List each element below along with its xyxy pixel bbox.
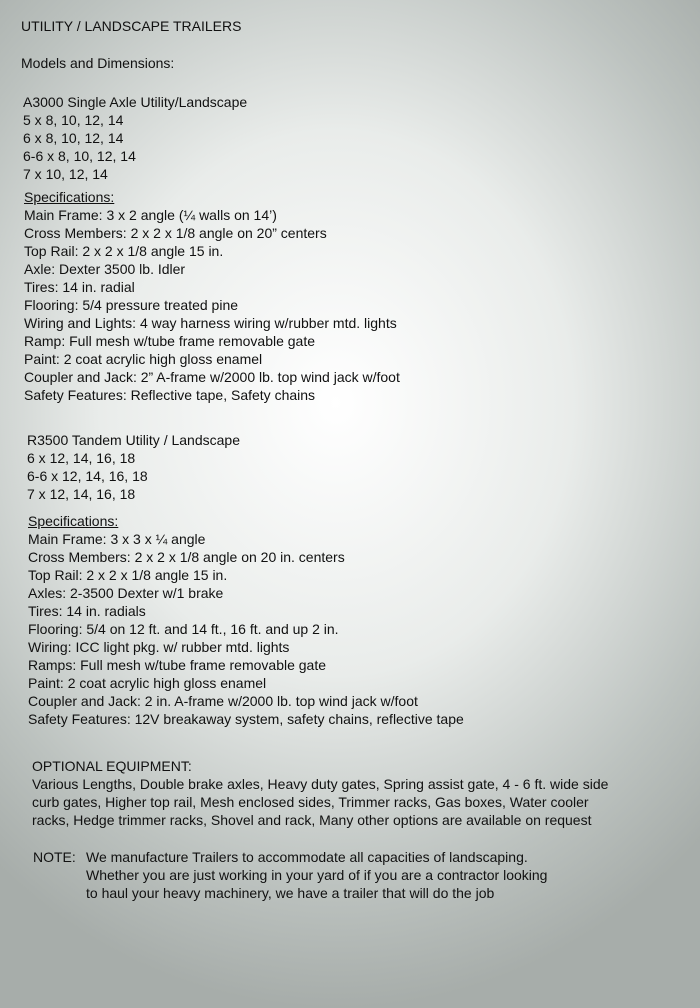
page-title: UTILITY / LANDSCAPE TRAILERS bbox=[21, 18, 242, 34]
spec-line: Main Frame: 3 x 2 angle (¼ walls on 14’) bbox=[24, 207, 277, 223]
size-line: 7 x 12, 14, 16, 18 bbox=[27, 486, 136, 502]
optional-line: Various Lengths, Double brake axles, Heavy duty gates, Spring assist gate, 4 - 6 ft. wide side bbox=[32, 776, 609, 792]
spec-line: Top Rail: 2 x 2 x 1/8 angle 15 in. bbox=[28, 567, 228, 583]
model-name: R3500 Tandem Utility / Landscape bbox=[27, 432, 240, 448]
spec-line: Ramps: Full mesh w/tube frame removable gate bbox=[28, 657, 327, 673]
model-a3000-specs bbox=[24, 188, 400, 404]
size-line: 6-6 x 12, 14, 16, 18 bbox=[27, 468, 148, 484]
size-line: 7 x 10, 12, 14 bbox=[23, 166, 108, 182]
size-line: 6 x 8, 10, 12, 14 bbox=[23, 130, 124, 146]
spec-line: Top Rail: 2 x 2 x 1/8 angle 15 in. bbox=[24, 243, 224, 259]
spec-line: Cross Members: 2 x 2 x 1/8 angle on 20” centers bbox=[24, 225, 327, 241]
specifications-heading: Specifications: bbox=[24, 189, 115, 205]
spec-line: Paint: 2 coat acrylic high gloss enamel bbox=[28, 675, 267, 691]
spec-line: Tires: 14 in. radials bbox=[28, 603, 146, 619]
specifications-heading: Specifications: bbox=[28, 513, 119, 529]
section-subtitle: Models and Dimensions: bbox=[21, 55, 175, 71]
size-line: 5 x 8, 10, 12, 14 bbox=[23, 112, 124, 128]
note-label: NOTE: bbox=[33, 849, 76, 865]
note-line: Whether you are just working in your yard of if you are a contractor looking bbox=[86, 867, 548, 883]
spec-line: Flooring: 5/4 pressure treated pine bbox=[24, 297, 239, 313]
note-lines bbox=[86, 848, 547, 902]
optional-line: curb gates, Higher top rail, Mesh enclosed sides, Trimmer racks, Gas boxes, Water cooler bbox=[32, 794, 589, 810]
spec-line: Main Frame: 3 x 3 x ¼ angle bbox=[28, 531, 206, 547]
spec-line: Wiring and Lights: 4 way harness wiring w/rubber mtd. lights bbox=[24, 315, 397, 331]
spec-line: Paint: 2 coat acrylic high gloss enamel bbox=[24, 351, 263, 367]
model-r3500-specs bbox=[28, 512, 464, 728]
size-line: 6 x 12, 14, 16, 18 bbox=[27, 450, 136, 466]
spec-line: Safety Features: Reflective tape, Safety chains bbox=[24, 387, 316, 403]
model-r3500-block bbox=[27, 431, 240, 503]
spec-line: Ramp: Full mesh w/tube frame removable gate bbox=[24, 333, 316, 349]
note-line: We manufacture Trailers to accommodate all capacities of landscaping. bbox=[86, 849, 528, 865]
spec-line: Wiring: ICC light pkg. w/ rubber mtd. lights bbox=[28, 639, 290, 655]
spec-line: Axle: Dexter 3500 lb. Idler bbox=[24, 261, 186, 277]
model-a3000-block bbox=[23, 93, 247, 183]
spec-line: Safety Features: 12V breakaway system, safety chains, reflective tape bbox=[28, 711, 464, 727]
note-line: to haul your heavy machinery, we have a trailer that will do the job bbox=[86, 885, 495, 901]
spec-line: Tires: 14 in. radial bbox=[24, 279, 135, 295]
spec-line: Coupler and Jack: 2” A-frame w/2000 lb. top wind jack w/foot bbox=[24, 369, 400, 385]
optional-line: racks, Hedge trimmer racks, Shovel and rack, Many other options are available on request bbox=[32, 812, 592, 828]
spec-line: Axles: 2-3500 Dexter w/1 brake bbox=[28, 585, 224, 601]
spec-line: Cross Members: 2 x 2 x 1/8 angle on 20 in. centers bbox=[28, 549, 345, 565]
optional-equipment-heading: OPTIONAL EQUIPMENT: bbox=[32, 758, 192, 774]
optional-equipment-block bbox=[32, 757, 608, 829]
spec-line: Coupler and Jack: 2 in. A-frame w/2000 lb. top wind jack w/foot bbox=[28, 693, 418, 709]
spec-line: Flooring: 5/4 on 12 ft. and 14 ft., 16 ft. and up 2 in. bbox=[28, 621, 339, 637]
size-line: 6-6 x 8, 10, 12, 14 bbox=[23, 148, 136, 164]
model-name: A3000 Single Axle Utility/Landscape bbox=[23, 94, 248, 110]
